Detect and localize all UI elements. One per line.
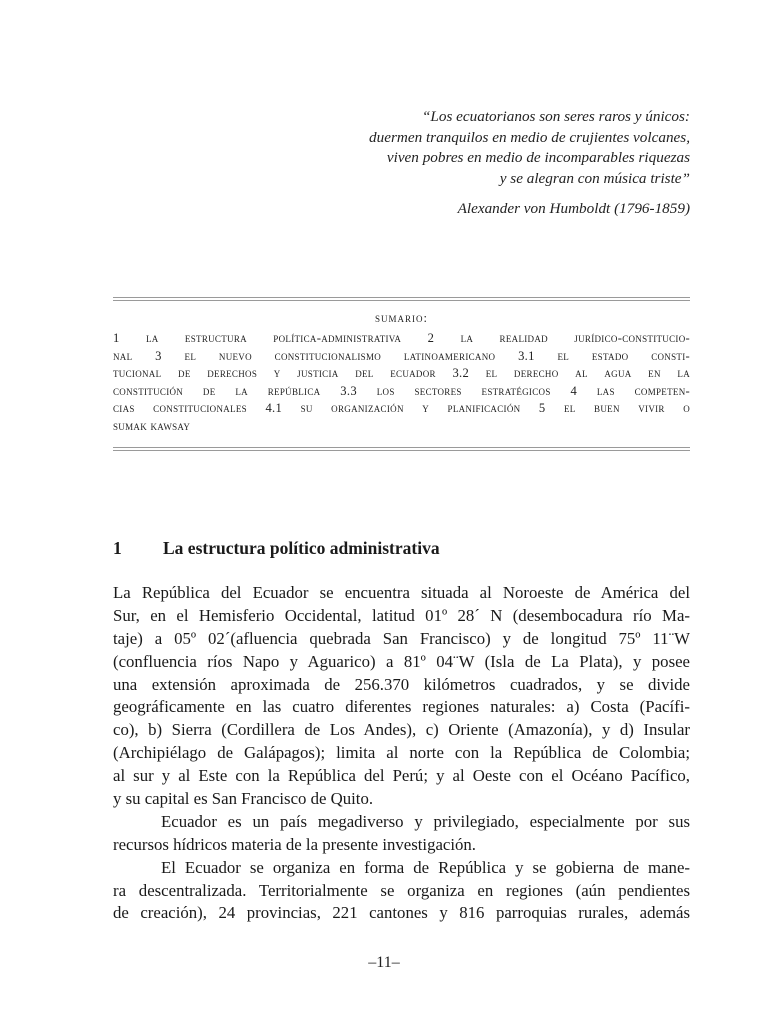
body-line: La República del Ecuador se encuentra situada al Noroeste de América del	[113, 583, 690, 602]
summary-line: cias constitucionales 4.1 su organización y planificación 5 el buen vivir o	[113, 401, 690, 416]
section-number: 1	[113, 538, 122, 558]
summary-line: sumak kawsay	[113, 418, 191, 433]
summary-body	[113, 330, 690, 436]
body-text	[113, 582, 690, 925]
epigraph-author: Alexander von Humboldt (1796-1859)	[457, 200, 690, 217]
epigraph	[270, 107, 690, 220]
body-line: una extensión aproximada de 256.370 kilómetros cuadrados, y se divide	[113, 674, 690, 694]
body-line: (confluencia ríos Napo y Aguarico) a 81º 04¨W (Isla de La Plata), y posee	[113, 651, 690, 671]
epigraph-line: duermen tranquilos en medio de crujientes volcanes,	[369, 128, 690, 146]
body-line: geográficamente en las cuatro diferentes regiones naturales: a) Costa (Pacífi-	[113, 697, 690, 717]
epigraph-line: “Los ecuatorianos son seres raros y únicos:	[421, 108, 690, 125]
body-line: El Ecuador se organiza en forma de República y se gobierna de mane-	[161, 857, 690, 877]
body-line: Ecuador es un país megadiverso y privilegiado, especialmente por sus	[161, 811, 690, 831]
summary-line: tucional de derechos y justicia del ecuador 3.2 el derecho al agua en la	[113, 366, 690, 381]
summary-line: 1 la estructura política-administrativa 2 la realidad jurídico-constitucio-	[113, 331, 690, 345]
body-line: taje) a 05º 02´(afluencia quebrada San Francisco) y de longitud 75º 11¨W	[113, 628, 690, 648]
section-title: La estructura político administrativa	[163, 538, 440, 558]
body-line: Sur, en el Hemisferio Occidental, latitud 01º 28´ N (desembocadura río Ma-	[113, 605, 690, 625]
summary-line: constitución de la república 3.3 los sectores estratégicos 4 las competen-	[113, 383, 690, 398]
summary-title: sumario:	[375, 311, 428, 325]
epigraph-line: y se alegran con música triste”	[499, 169, 690, 187]
body-line: de creación), 24 provincias, 221 cantones y 816 parroquias rurales, además	[113, 903, 690, 923]
body-line: ra descentralizada. Territorialmente se organiza en regiones (aún pendientes	[113, 880, 690, 900]
body-line: recursos hídricos materia de la presente investigación.	[113, 834, 476, 854]
summary-line: nal 3 el nuevo constitucionalismo latinoamericano 3.1 el estado consti-	[113, 348, 690, 363]
body-line: al sur y al Este con la República del Perú; y al Oeste con el Océano Pacífico,	[113, 766, 690, 786]
summary-top-rule	[113, 297, 690, 301]
section-heading	[113, 538, 690, 559]
body-line: co), b) Sierra (Cordillera de Los Andes), c) Oriente (Amazonía), y d) Insular	[113, 720, 690, 740]
page-number: –11–	[368, 954, 400, 971]
epigraph-line: viven pobres en medio de incomparables riquezas	[386, 149, 690, 166]
body-line: y su capital es San Francisco de Quito.	[113, 789, 374, 809]
body-line: (Archipiélago de Galápagos); limita al norte con la República de Colombia;	[113, 743, 690, 763]
summary-bottom-rule	[113, 447, 690, 451]
